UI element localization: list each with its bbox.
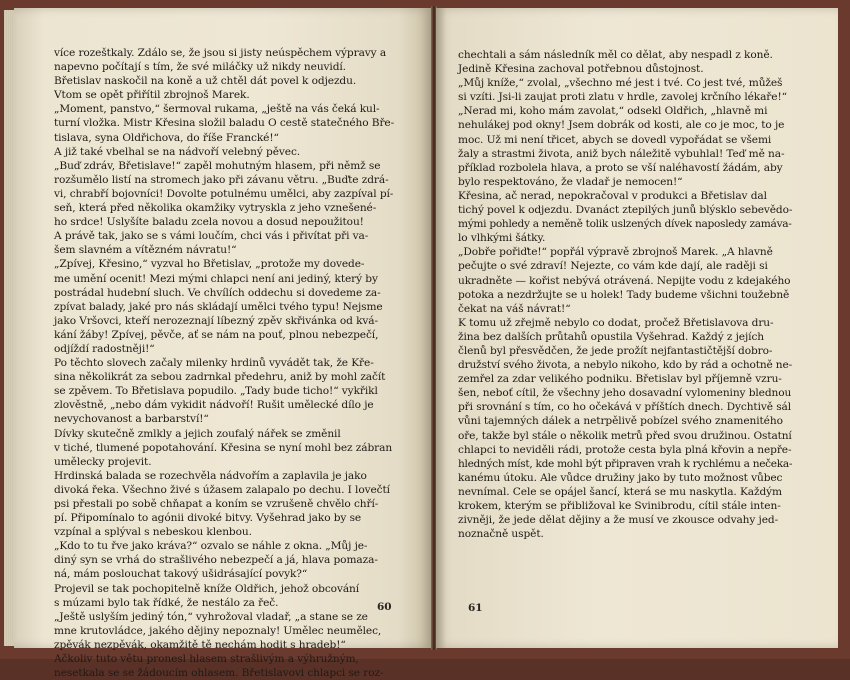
text-line: při srovnání s tím, co ho očekává v příštích dnech. Dychtivě sál [458,401,792,414]
text-line: A právě tak, jako se s vámi loučím, chci vás i přivítat při va- [54,230,369,243]
text-line: diný syn se vrhá do strašlivého nebezpečí a já, hlava pomaza- [54,554,378,567]
text-line: bylo respektováno, že vladař je nemocen!“ [458,175,683,188]
text-line: nevnímal. Cele se opájel šancí, která se mu naskytla. Každým [458,485,782,498]
text-line: ho srdce! Uslyšíte baladu zcela novou a dosud nepoužitou! [54,216,364,229]
text-line: lo vlhkými šátky. [458,232,546,245]
text-line: Po těchto slovech začaly milenky hrdinů vyvádět tak, že Kře- [54,357,374,370]
text-line: kanému útoku. Ale vůdce družiny jako by tuto možnost vůbec [458,471,783,484]
text-line: členů byl přesvědčen, že jede prožít nejfantastičtější dobro- [458,344,773,357]
text-line: pečujte o své zdraví! Nejezte, co vám kde dají, ale raději si [458,260,768,273]
text-line: šem slavném a vítězném návratu!“ [54,244,237,257]
text-line: nevychovanost a barbarství!“ [54,413,209,426]
text-line: postrádal hudební sluch. Ve chvílích oddechu si dovedeme za- [54,286,381,299]
text-line: divoká řeka. Všechno živé s úžasem zalapalo po dechu. I lovečtí [54,483,390,496]
left-page [14,8,432,680]
text-line: čekat na váš návrat!“ [458,302,571,315]
text-line: sina několikrát za sebou zadrnkal předehru, aniž by mohl začít [54,371,386,384]
text-line: moc. Už mi není třicet, abych se dovedl vypořádat se všemi [458,133,772,146]
text-line: zlověstně, „nebo dám vykidit nádvoří! Rušit umělecké dílo je [54,399,374,412]
text-line: tislava, syna Oldřichova, do říše Francké!“ [54,131,279,144]
text-line: pí. Připomínalo to agónii divoké bitvy. Vyšehrad jako by se [54,512,362,525]
text-line: Ačkoliv tuto větu pronesl hlasem strašlivým a výhružným, [54,653,359,666]
left-page-number: 60 [377,601,392,613]
right-page [436,8,838,648]
text-line: seň, která před několika okamžiky vytryskla z jeho vznešené- [54,202,377,215]
text-line: noznačně uspět. [458,528,544,541]
text-line: „Dobře pořiďte!“ popřál výpravě zbrojnoš Marek. „A hlavně [458,246,773,259]
text-line: více rozeštkaly. Zdálo se, že jsou si jisty neúspěchem výpravy a [54,47,387,59]
text-line: vůni tajemných dálek a netrpělivě pobízel svého znamenitého [458,415,783,428]
text-line: oře, takže byl stále o několik metrů před svou družinou. Ostatní [458,429,792,442]
text-line: me umění ocenit! Mezi mými chlapci není ani jediný, který by [54,272,378,285]
text-line: zivněji, že jede dělat dějiny a že musí ve zkousce odvahy jed- [458,514,779,527]
text-line: nesetkala se se žádoucím ohlasem. Břetislavovi chlapci se roz- [54,667,384,680]
text-line: žaly a strastmi života, aniž bych náležitě vybuhlal! Teď mě na- [458,147,785,160]
text-line: turní vložka. Mistr Křesina složil baladu O cestě statečného Bře- [54,117,395,130]
text-line: potoka a nezdržujte se u holek! Tady budeme všichni toužebně [458,288,790,301]
text-line: žina bez dalších průtahů opustila Vyšehrad. Každý z jejích [458,330,765,343]
text-line: hledných míst, kde mohl být připraven vrah k rychlému a nečeka- [458,457,793,470]
text-line: nehulákej pod okny! Jsem dobrák od kosti, ale co je moc, to je [458,119,785,132]
text-line: Břetislav naskočil na koně a už chtěl dát povel k odjezdu. [54,75,357,88]
text-line: zemřel za zdar velikého podniku. Břetislav byl příjemně vzru- [458,373,782,386]
text-line: chlapci to neviděli rádi, protože cesta byla plná křovin a nepře- [458,443,792,456]
text-line: zpěvák nezpěvák, okamžitě tě nechám hodit s hradeb!“ [54,638,346,651]
text-line: „Zpívej, Křesino,“ vyzval ho Břetislav, „protože my dovede- [54,258,365,271]
text-line: družství svého života, a nebylo nikoho, kdo by rád a ochotně ne- [458,359,792,372]
text-line: chechtali a sám následník měl co dělat, aby nespadl z koně. [458,49,773,61]
text-line: vzpínal a splýval s nebeskou klenbou. [54,526,252,539]
text-line: Dívky skutečně zmlkly a jejich zoufalý nářek se změnil [54,427,341,440]
text-line: psi přestali po sobě chňapat a koním se vzrušeně chvělo chří- [54,498,379,510]
text-line: rozšumělo listí na stromech jako při závanu větru. „Buďte zdrá- [54,173,389,186]
text-line: jako Vršovci, kteří nerozeznají líbezný zpěv skřivánka od kvá- [54,314,378,327]
text-line: vi, chrabří bojovníci! Dovolte potulnému umělci, aby zazpíval pí- [54,187,394,200]
text-line: s múzami bylo tak řídké, že nestálo za řeč. [54,596,279,609]
text-line: kání žáby! Zpívej, pěvče, ať se nám na pouť, plnou nebezpečí, [54,328,379,341]
text-line: Projevil se tak pochopitelně kníže Oldřich, jehož obcování [54,582,360,595]
text-line: ukradněte — kořist nebývá otrávená. Nepijte vodu z kdejakého [458,274,791,287]
text-line: příklad rozbolela hlava, a proto se vší naléhavostí žádám, aby [458,161,783,174]
text-line: se zpěvem. To Břetislava popudilo. „Tady bude ticho!“ vykřikl [54,385,378,398]
text-line: „Kdo to tu řve jako kráva?“ ozvalo se náhle z okna. „Můj je- [54,540,368,553]
text-line: „Moment, panstvo,“ šermoval rukama, „ještě na vás čeká kul- [54,103,380,116]
text-line: Křesina, ač nerad, nepokračoval v produkci a Břetislav dal [458,189,767,202]
text-line: K tomu už zřejmě nebylo co dodat, pročež Břetislavova dru- [458,316,774,329]
text-line: mne krutovládce, jakého dějiny nepoznaly! Umělec neumělec, [54,624,382,637]
text-line: Jedině Křesina zachoval potřebnou důstojnost. [458,63,704,76]
text-line: mými pohledy a neměně tolik uslzených dívek naposledy zamáva- [458,218,792,231]
right-page-number: 61 [468,602,483,614]
text-line: „Nerad mi, koho mám zavolat,“ odsekl Oldřich, „hlavně mi [458,105,768,118]
text-line: „Buď zdráv, Břetislave!“ zapěl mohutným hlasem, při němž se [54,159,381,172]
text-line: „Můj kníže,“ zvolal, „všechno mé jest i tvé. Co jest tvé, můžeš [458,77,783,90]
right-page-text [458,48,792,541]
text-line: šen, neboť cítil, že všechny jeho dosavadní vylomeniny blednou [458,387,792,400]
text-line: si vzíti. Jsi-li zaujat proti zlatu v hrdle, zavolej krčního lékaře!“ [458,91,787,104]
text-line: Vtom se opět přiřítil zbrojnoš Marek. [54,89,250,102]
text-line: zpívat balady, jaké pro nás skládají umělci tvého typu! Nejsme [54,300,383,313]
text-line: umělecky projevit. [54,455,152,468]
left-page-text [54,46,410,680]
text-line: v tiché, tlumené popotahování. Křesina se nyní mohl bez zábran [54,441,393,454]
text-line: tichý povel k odjezdu. Dvanáct ztepilých junů blýsklo sebevědo- [458,204,793,217]
text-line: napevno počítají s tím, že své miláčky už nikdy neuvidí. [54,61,346,74]
text-line: krokem, kterým se přibližoval ke Svinibrodu, cítil stále inten- [458,500,781,512]
text-line: ná, mám poslouchat takový ušidrásající povyk?“ [54,568,308,581]
text-line: odjíždí radostněji!“ [54,342,155,355]
text-line: A již také vbelhal se na nádvoří velebný pěvec. [54,145,301,158]
text-line: „Ještě uslyším jediný tón,“ vyhrožoval vladař, „a stane se ze [54,610,368,623]
text-line: Hrdinská balada se rozechvěla nádvořím a zaplavila je jako [54,469,367,482]
